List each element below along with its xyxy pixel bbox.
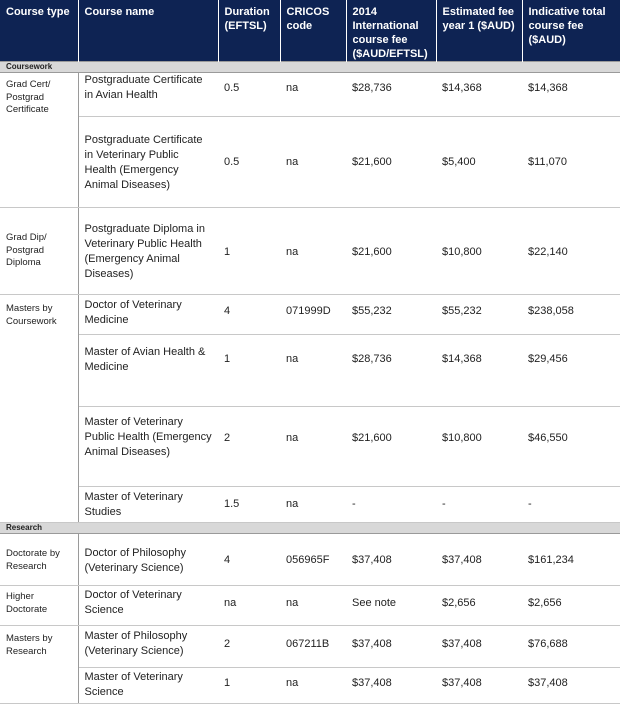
fee-2014-cell: See note bbox=[346, 586, 436, 626]
section-header-coursework bbox=[0, 62, 620, 73]
header-course-type: Course type bbox=[0, 0, 78, 62]
header-cricos-code: CRICOS code bbox=[280, 0, 346, 62]
fee-year-1-cell: $37,408 bbox=[436, 534, 522, 586]
course-name-cell: Master of Avian Health & Medicine bbox=[78, 335, 218, 407]
duration-cell: 0.5 bbox=[218, 73, 280, 117]
course-name-cell: Postgraduate Certificate in Veterinary Public Health (Emergency Animal Diseases) bbox=[78, 117, 218, 208]
table-row bbox=[0, 534, 620, 586]
total-fee-cell: $29,456 bbox=[522, 335, 620, 407]
cricos-cell: na bbox=[280, 117, 346, 208]
fee-year-1-cell: $2,656 bbox=[436, 586, 522, 626]
duration-cell: 0.5 bbox=[218, 117, 280, 208]
course-type-cell: Grad Cert/ Postgrad Certificate bbox=[0, 73, 78, 117]
duration-cell: 2 bbox=[218, 407, 280, 487]
course-name-cell: Master of Philosophy (Veterinary Science) bbox=[78, 626, 218, 668]
fee-2014-cell: $21,600 bbox=[346, 117, 436, 208]
cricos-cell: na bbox=[280, 335, 346, 407]
fee-2014-cell: $37,408 bbox=[346, 626, 436, 668]
course-name-cell: Master of Veterinary Public Health (Emergency Animal Diseases) bbox=[78, 407, 218, 487]
course-name-cell: Master of Veterinary Science bbox=[78, 668, 218, 704]
cricos-cell: 067211B bbox=[280, 626, 346, 668]
total-fee-cell: $2,656 bbox=[522, 586, 620, 626]
header-row bbox=[0, 0, 620, 62]
duration-cell: 1 bbox=[218, 208, 280, 295]
cricos-cell: na bbox=[280, 586, 346, 626]
course-type-cell: Grad Dip/ Postgrad Diploma bbox=[0, 208, 78, 295]
total-fee-cell: $11,070 bbox=[522, 117, 620, 208]
fee-2014-cell: $37,408 bbox=[346, 534, 436, 586]
course-type-cell bbox=[0, 407, 78, 487]
fee-year-1-cell: $10,800 bbox=[436, 407, 522, 487]
cricos-cell: na bbox=[280, 407, 346, 487]
cricos-cell: na bbox=[280, 487, 346, 523]
table-row bbox=[0, 586, 620, 626]
cricos-cell: na bbox=[280, 208, 346, 295]
course-name-cell: Master of Veterinary Studies bbox=[78, 487, 218, 523]
table-row bbox=[0, 487, 620, 523]
cricos-cell: 056965F bbox=[280, 534, 346, 586]
fee-2014-cell: $37,408 bbox=[346, 668, 436, 704]
course-type-cell: Doctorate by Research bbox=[0, 534, 78, 586]
section-header-research bbox=[0, 523, 620, 534]
fee-2014-cell: $28,736 bbox=[346, 73, 436, 117]
fee-2014-cell: $55,232 bbox=[346, 295, 436, 335]
course-name-cell: Doctor of Veterinary Science bbox=[78, 586, 218, 626]
header-course-name: Course name bbox=[78, 0, 218, 62]
header-fee-year-1: Estimated fee year 1 ($AUD) bbox=[436, 0, 522, 62]
fee-2014-cell: $21,600 bbox=[346, 208, 436, 295]
fee-year-1-cell: $5,400 bbox=[436, 117, 522, 208]
table-row bbox=[0, 117, 620, 208]
fee-year-1-cell: $14,368 bbox=[436, 335, 522, 407]
course-type-cell bbox=[0, 668, 78, 704]
course-type-cell: Higher Doctorate bbox=[0, 586, 78, 626]
total-fee-cell: $238,058 bbox=[522, 295, 620, 335]
course-name-cell: Doctor of Veterinary Medicine bbox=[78, 295, 218, 335]
duration-cell: 2 bbox=[218, 626, 280, 668]
header-total-fee: Indicative total course fee ($AUD) bbox=[522, 0, 620, 62]
cricos-cell: 071999D bbox=[280, 295, 346, 335]
duration-cell: 1.5 bbox=[218, 487, 280, 523]
course-type-cell: Masters by Coursework bbox=[0, 295, 78, 335]
table-row bbox=[0, 335, 620, 407]
course-name-cell: Postgraduate Diploma in Veterinary Public Health (Emergency Animal Diseases) bbox=[78, 208, 218, 295]
table-row bbox=[0, 73, 620, 117]
fee-year-1-cell: $14,368 bbox=[436, 73, 522, 117]
table-row bbox=[0, 407, 620, 487]
fee-2014-cell: - bbox=[346, 487, 436, 523]
course-type-cell bbox=[0, 117, 78, 208]
section-label: Research bbox=[0, 523, 620, 534]
header-2014-fee: 2014 International course fee ($AUD/EFTSL) bbox=[346, 0, 436, 62]
duration-cell: na bbox=[218, 586, 280, 626]
table-row bbox=[0, 668, 620, 704]
total-fee-cell: $14,368 bbox=[522, 73, 620, 117]
course-type-cell: Masters by Research bbox=[0, 626, 78, 668]
fee-year-1-cell: $55,232 bbox=[436, 295, 522, 335]
fee-2014-cell: $28,736 bbox=[346, 335, 436, 407]
table-row bbox=[0, 208, 620, 295]
duration-cell: 4 bbox=[218, 534, 280, 586]
total-fee-cell: - bbox=[522, 487, 620, 523]
course-name-cell: Doctor of Philosophy (Veterinary Science) bbox=[78, 534, 218, 586]
cricos-cell: na bbox=[280, 668, 346, 704]
cricos-cell: na bbox=[280, 73, 346, 117]
section-label: Coursework bbox=[0, 62, 620, 73]
course-type-cell bbox=[0, 487, 78, 523]
total-fee-cell: $46,550 bbox=[522, 407, 620, 487]
duration-cell: 1 bbox=[218, 335, 280, 407]
total-fee-cell: $37,408 bbox=[522, 668, 620, 704]
header-duration: Duration (EFTSL) bbox=[218, 0, 280, 62]
fee-year-1-cell: $37,408 bbox=[436, 626, 522, 668]
table-row bbox=[0, 295, 620, 335]
course-type-cell bbox=[0, 335, 78, 407]
table-row bbox=[0, 626, 620, 668]
fee-year-1-cell: $37,408 bbox=[436, 668, 522, 704]
duration-cell: 4 bbox=[218, 295, 280, 335]
fee-year-1-cell: - bbox=[436, 487, 522, 523]
duration-cell: 1 bbox=[218, 668, 280, 704]
total-fee-cell: $22,140 bbox=[522, 208, 620, 295]
course-name-cell: Postgraduate Certificate in Avian Health bbox=[78, 73, 218, 117]
fee-year-1-cell: $10,800 bbox=[436, 208, 522, 295]
total-fee-cell: $76,688 bbox=[522, 626, 620, 668]
fee-2014-cell: $21,600 bbox=[346, 407, 436, 487]
total-fee-cell: $161,234 bbox=[522, 534, 620, 586]
